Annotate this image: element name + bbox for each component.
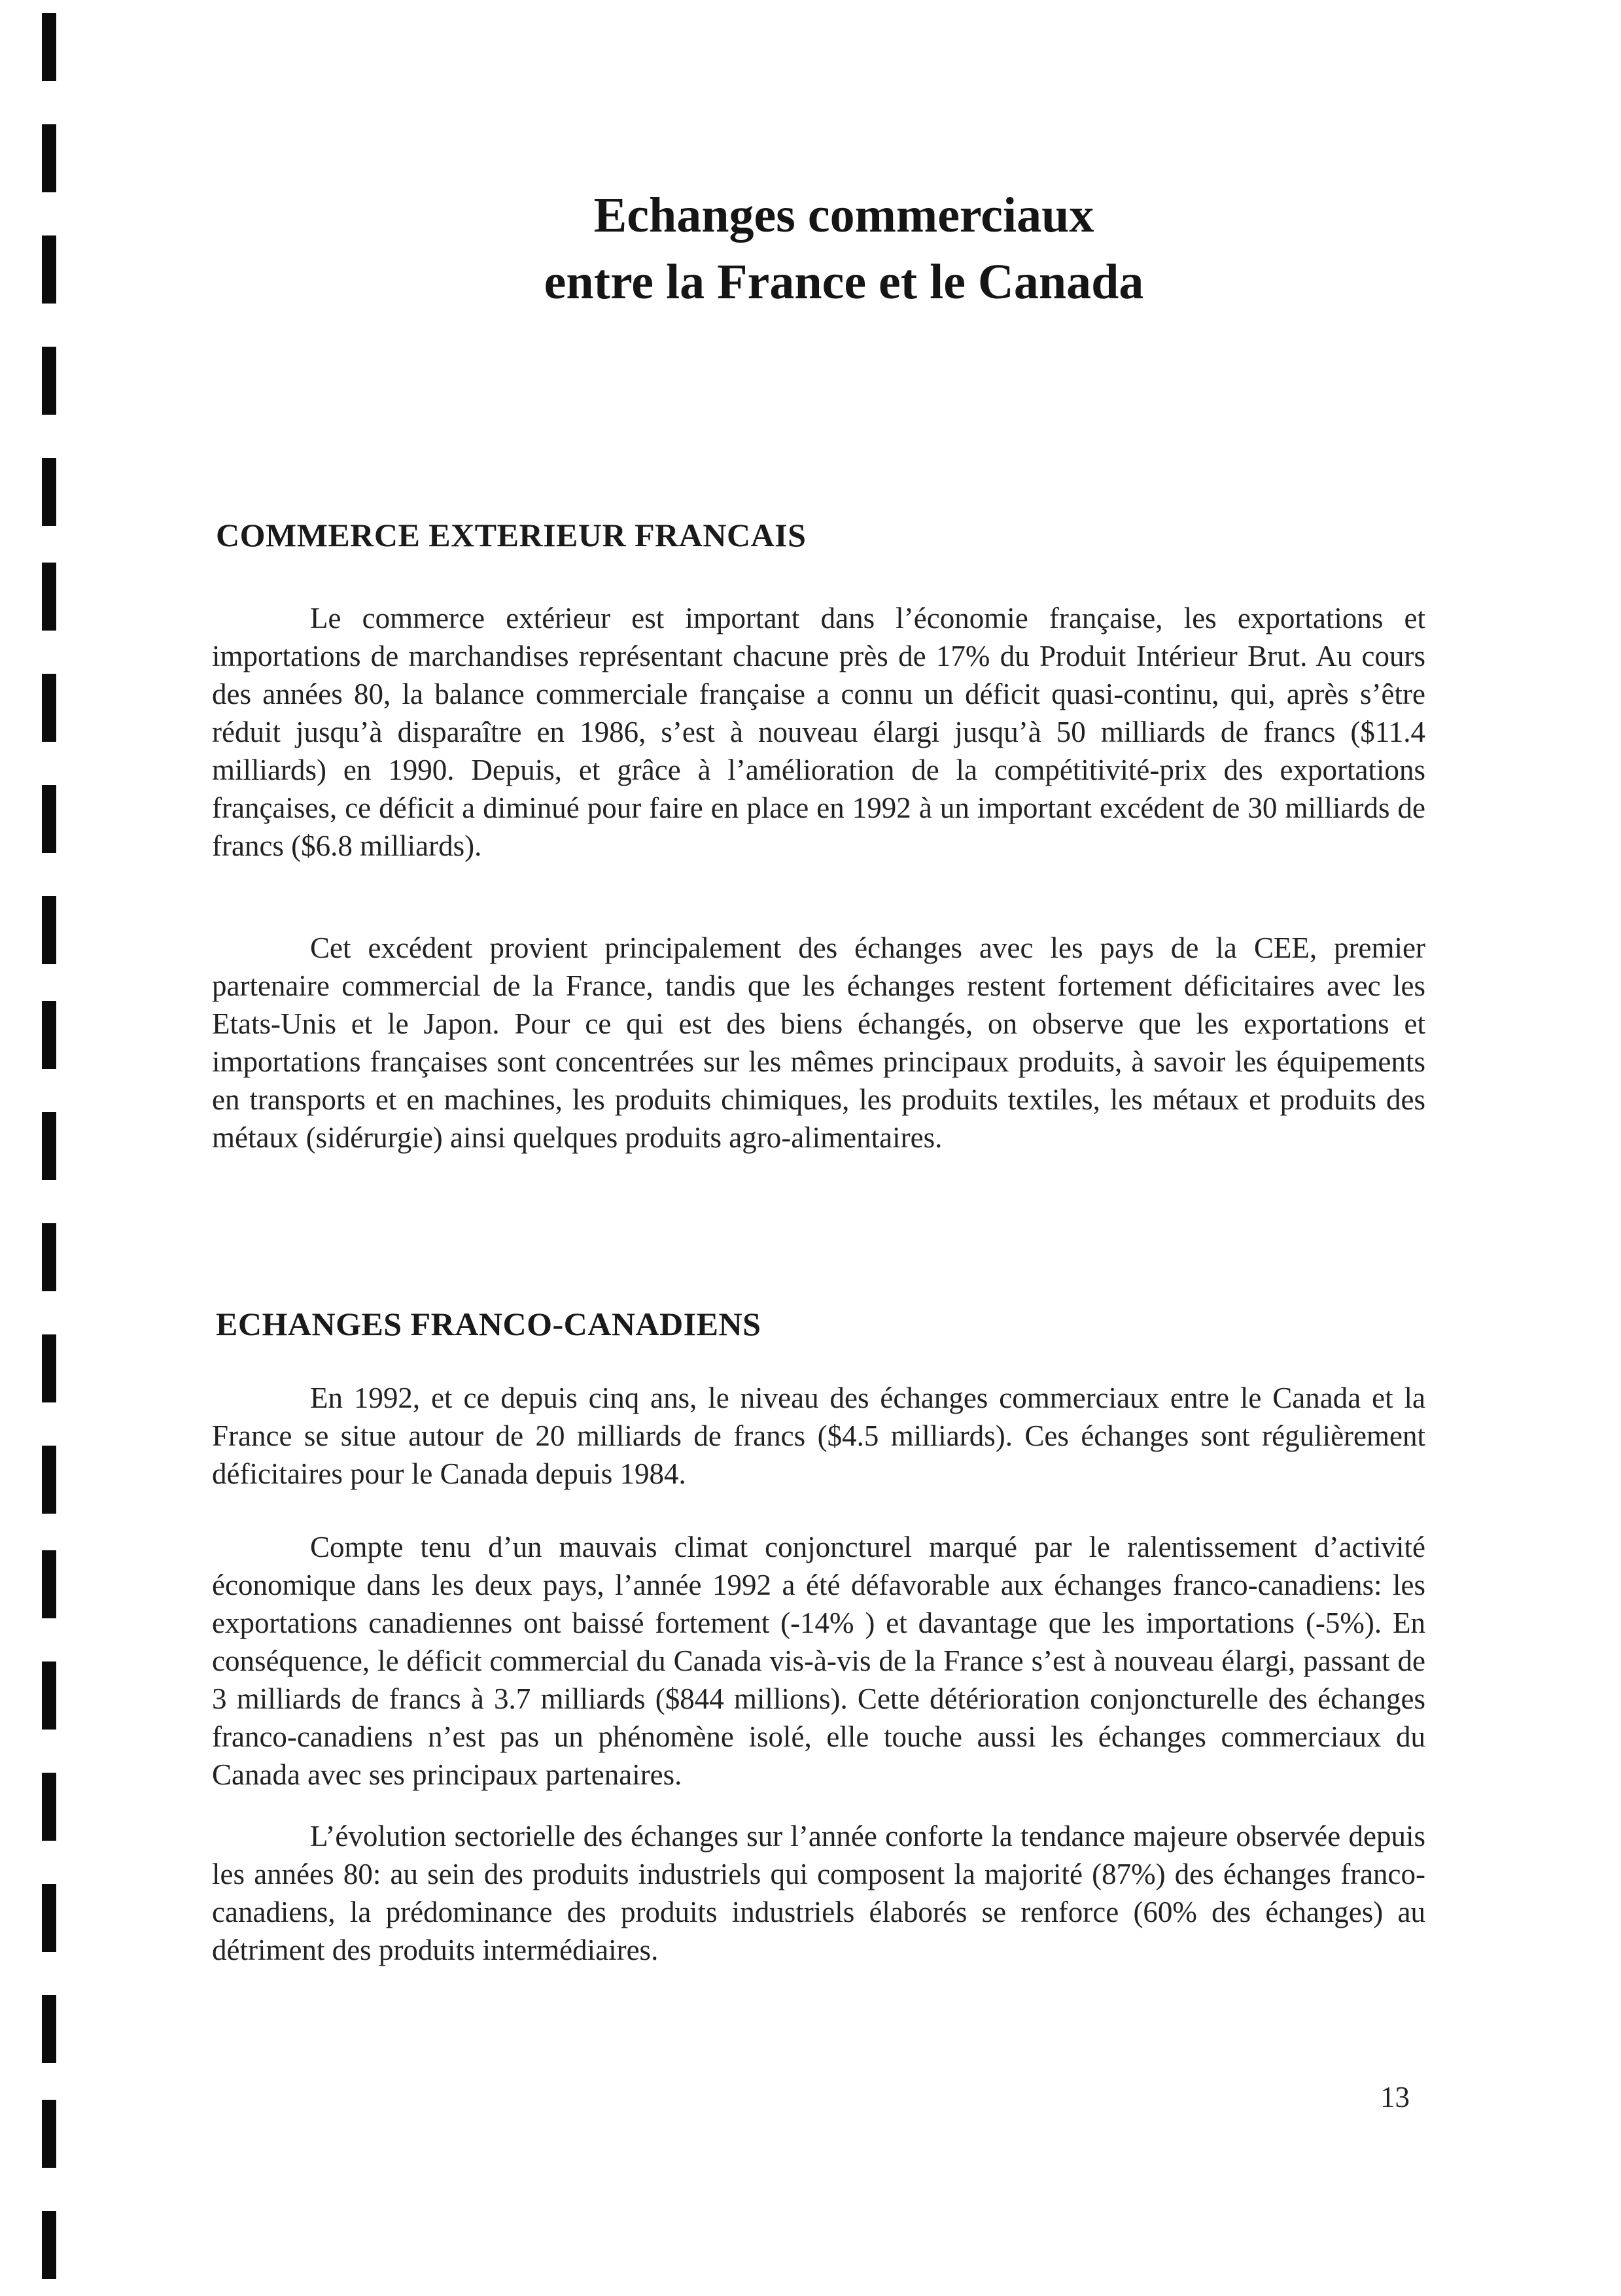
binding-hole	[42, 1550, 56, 1618]
binding-hole	[42, 896, 56, 964]
binding-hole	[42, 1884, 56, 1952]
binding-hole	[42, 347, 56, 415]
paragraph-commerce-exterieur-1: Le commerce extérieur est important dans l’économie française, les exportations et importations de marchandises représentant chacune près de 17% du Produit Intérieur Brut. Au cours des années 80, la balance commerciale française a connu un déficit quasi-continu, qui, après s’être réduit jusqu’à disparaître en 1986, s’est à nouveau élargi jusqu’à 50 milliards de francs ($11.4 milliards) en 1990. Depuis, et grâce à l’amélioration de la compétitivité-prix des exportations françaises, ce déficit a diminué pour faire en place en 1992 à un important excédent de 30 milliards de francs ($6.8 milliards).	[212, 602, 1425, 862]
page-title	[419, 182, 1269, 315]
page-title-line-2: entre la France et le Canada	[544, 254, 1144, 309]
page-number: 13	[1380, 2081, 1410, 2113]
binding-hole	[42, 1773, 56, 1841]
binding-hole	[42, 563, 56, 631]
paragraph-echanges-3: L’évolution sectorielle des échanges sur l’année conforte la tendance majeure observée depuis les années 80: au sein des produits industriels qui composent la majorité (87%) des échanges franco-canadiens, la prédominance des produits industriels élaborés se renforce (60% des échanges) au détriment des produits intermédiaires.	[212, 1820, 1425, 1966]
paragraph-echanges-2: Compte tenu d’un mauvais climat conjoncturel marqué par le ralentissement d’activité économique dans les deux pays, l’année 1992 a été défavorable aux échanges franco-canadiens: les exportations canadiennes ont baissé fortement (-14% ) et davantage que les importations (-5%). En conséquence, le déficit commercial du Canada vis-à-vis de la France s’est à nouveau élargi, passant de 3 milliards de francs à 3.7 milliards ($844 millions). Cette détérioration conjoncturelle des échanges franco-canadiens n’est pas un phénomène isolé, elle touche aussi les échanges commerciaux du Canada avec ses principaux partenaires.	[212, 1531, 1425, 1791]
binding-hole	[42, 1223, 56, 1291]
paragraph-commerce-exterieur-2: Cet excédent provient principalement des échanges avec les pays de la CEE, premier partenaire commercial de la France, tandis que les échanges restent fortement déficitaires avec les Etats-Unis et le Japon. Pour ce qui est des biens échangés, on observe que les exportations et importations françaises sont concentrées sur les mêmes principaux produits, à savoir les équipements en transports et en machines, les produits chimiques, les produits textiles, les métaux et produits des métaux (sidérurgie) ainsi quelques produits agro-alimentaires.	[212, 931, 1425, 1154]
binding-hole	[42, 2100, 56, 2168]
binding-hole	[42, 2211, 56, 2279]
section-heading-echanges-franco-canadiens: ECHANGES FRANCO-CANADIENS	[216, 1306, 761, 1342]
page-title-line-1: Echanges commerciaux	[593, 188, 1094, 243]
binding-hole	[42, 1995, 56, 2063]
binding-hole	[42, 674, 56, 742]
binding-holes	[42, 0, 61, 2296]
binding-hole	[42, 124, 56, 192]
binding-hole	[42, 1446, 56, 1514]
binding-hole	[42, 13, 56, 81]
binding-hole	[42, 458, 56, 526]
binding-hole	[42, 235, 56, 304]
binding-hole	[42, 1001, 56, 1069]
binding-hole	[42, 785, 56, 853]
binding-hole	[42, 1112, 56, 1180]
paragraph-echanges-1: En 1992, et ce depuis cinq ans, le niveau des échanges commerciaux entre le Canada et la France se situe autour de 20 milliards de francs ($4.5 milliards). Ces échanges sont régulièrement déficitaires pour le Canada depuis 1984.	[212, 1382, 1425, 1490]
section-heading-commerce-exterieur: COMMERCE EXTERIEUR FRANCAIS	[216, 517, 807, 553]
binding-hole	[42, 1334, 56, 1402]
binding-hole	[42, 1661, 56, 1730]
